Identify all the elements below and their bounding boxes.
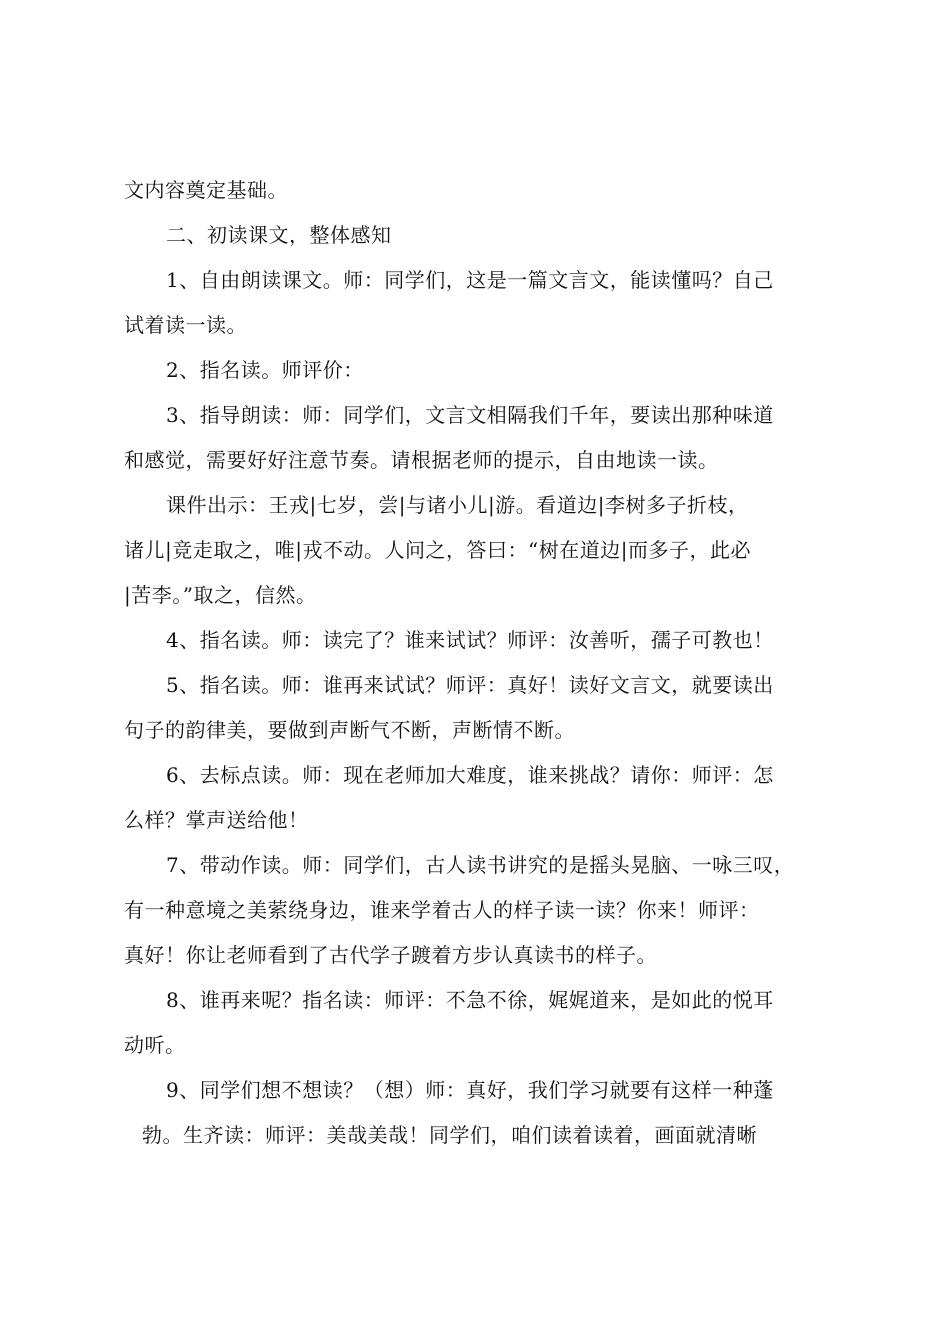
text-line: 真好！你让老师看到了古代学子踱着方步认真读书的样子。 <box>124 943 657 967</box>
text-line: 句子的韵律美，要做到声断气不断，声断情不断。 <box>124 718 575 742</box>
text-line: 和感觉，需要好好注意节奏。请根据老师的提示，自由地读一读。 <box>124 448 719 472</box>
text-line: 么样？掌声送给他！ <box>124 808 309 832</box>
text-line: 9、同学们想不想读？（想）师：真好，我们学习就要有这样一种蓬 <box>166 1078 774 1102</box>
text-line: 3、指导朗读：师：同学们，文言文相隔我们千年，要读出那种味道 <box>166 403 774 427</box>
section-heading: 二、初读课文，整体感知 <box>166 223 392 247</box>
text-line: 4、指名读。师：读完了？谁来试试？师评：汝善听，孺子可教也！ <box>166 628 774 652</box>
text-line: 文内容奠定基础。 <box>124 178 288 202</box>
document-body <box>124 168 844 1158</box>
text-line: 动听。 <box>124 1033 186 1057</box>
text-line: 7、带动作读。师：同学们，古人读书讲究的是摇头晃脑、一咏三叹， <box>166 853 795 877</box>
text-line: |苦李。”取之，信然。 <box>124 583 317 607</box>
text-line: 2、指名读。师评价： <box>166 358 364 382</box>
text-line: 诸儿|竞走取之，唯|戎不动。人问之，答曰：“树在道边|而多子，此必 <box>124 538 751 562</box>
text-line: 试着读一读。 <box>124 313 247 337</box>
text-line: 5、指名读。师：谁再来试试？师评：真好！读好文言文，就要读出 <box>166 673 774 697</box>
text-line: 8、谁再来呢？指名读：师评：不急不徐，娓娓道来，是如此的悦耳 <box>166 988 774 1012</box>
text-line: 1、自由朗读课文。师：同学们，这是一篇文言文，能读懂吗？自己 <box>166 268 774 292</box>
text-line: 课件出示：王戎|七岁，尝|与诸小儿|游。看道边|李树多子折枝， <box>166 493 749 517</box>
text-line: 勃。生齐读：师评：美哉美哉！同学们，咱们读着读着，画面就清晰 <box>142 1123 757 1147</box>
text-line: 6、去标点读。师：现在老师加大难度，谁来挑战？请你：师评：怎 <box>166 763 774 787</box>
text-line: 有一种意境之美萦绕身边，谁来学着古人的样子读一读？你来！师评： <box>124 898 760 922</box>
